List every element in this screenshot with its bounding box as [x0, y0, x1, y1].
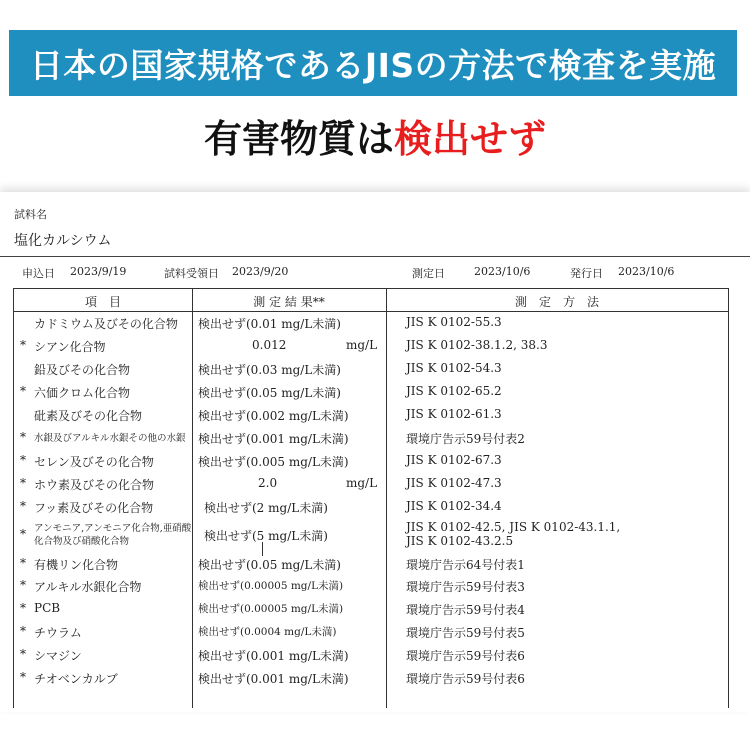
row-item: 砒素及びその化合物	[34, 409, 143, 423]
sample-name: 塩化カルシウム	[14, 233, 112, 249]
row-result: 検出せず(0.01 mg/L未満)	[198, 317, 341, 331]
column-divider	[386, 288, 387, 708]
row-item-line2: 化合物及び硝酸化合物	[34, 536, 130, 547]
banner-title: 日本の国家規格であるJISの方法で検査を実施	[9, 30, 737, 96]
row-method: JIS K 0102-65.2	[406, 384, 502, 398]
header-item: 項 目	[84, 295, 121, 309]
row-result: 検出せず(0.005 mg/L未満)	[198, 455, 349, 469]
issued-date-value: 2023/10/6	[618, 265, 675, 278]
measured-date-label: 測定日	[412, 267, 445, 280]
row-result: 検出せず(2 mg/L未満)	[204, 501, 328, 515]
row-result: 検出せず(0.0004 mg/L未満)	[198, 626, 337, 638]
row-item: シアン化合物	[34, 340, 106, 354]
row-item: セレン及びその化合物	[34, 455, 154, 469]
row-method: JIS K 0102-61.3	[406, 407, 502, 421]
row-result: 検出せず(0.001 mg/L未満)	[198, 672, 349, 686]
row-result: 検出せず(0.002 mg/L未満)	[198, 409, 349, 423]
row-mark: *	[20, 601, 26, 615]
row-mark: *	[20, 527, 26, 541]
row-item: 有機リン化合物	[34, 558, 119, 572]
row-method: 環境庁告示59号付表6	[406, 649, 525, 663]
row-item: チウラム	[34, 626, 82, 640]
row-mark: *	[20, 556, 26, 570]
row-item: フッ素及びその化合物	[34, 501, 154, 515]
application-date-label: 申込日	[22, 267, 55, 280]
row-item: アルキル水銀化合物	[34, 580, 142, 594]
row-method: 環境庁告示59号付表5	[406, 626, 525, 640]
row-mark: *	[20, 647, 26, 661]
headline-prefix: 有害物質は	[203, 117, 394, 161]
measured-date-value: 2023/10/6	[474, 265, 531, 278]
row-method: 環境庁告示59号付表4	[406, 603, 525, 617]
row-item: 鉛及びその化合物	[34, 363, 131, 377]
row-mark: *	[20, 453, 26, 467]
row-method: JIS K 0102-34.4	[406, 499, 502, 513]
results-table	[13, 288, 729, 708]
row-mark: *	[20, 499, 26, 513]
row-result: 検出せず(0.00005 mg/L未満)	[198, 603, 344, 615]
row-result: 検出せず(5 mg/L未満)	[204, 529, 328, 543]
row-item: ホウ素及びその化合物	[34, 478, 155, 492]
sample-label: 試料名	[14, 208, 47, 221]
issued-date-label: 発行日	[570, 267, 603, 280]
header-result: 測 定 結 果**	[253, 295, 325, 309]
table-header	[14, 288, 728, 312]
received-date-value: 2023/9/20	[232, 265, 289, 278]
row-item: シマジン	[34, 649, 82, 663]
row-method: 環境庁告示59号付表2	[406, 432, 525, 446]
row-method: 環境庁告示64号付表1	[406, 558, 525, 572]
row-method: 環境庁告示59号付表6	[406, 672, 525, 686]
row-result: 検出せず(0.05 mg/L未満)	[198, 386, 341, 400]
row-item: カドミウム及びその化合物	[34, 317, 178, 331]
received-date-label: 試料受領日	[164, 267, 219, 280]
row-result: 検出せず(0.05 mg/L未満)	[198, 558, 341, 572]
row-item: 六価クロム化合物	[34, 386, 131, 400]
row-item: アンモニア,アンモニア化合物,亜硝酸	[34, 523, 192, 534]
application-date-value: 2023/9/19	[70, 265, 127, 278]
row-method: 環境庁告示59号付表3	[406, 580, 525, 594]
row-method: JIS K 0102-47.3	[406, 476, 502, 490]
row-item: チオベンカルブ	[34, 672, 118, 686]
row-method: JIS K 0102-54.3	[406, 361, 502, 375]
row-result: 検出せず(0.03 mg/L未満)	[198, 363, 341, 377]
row-item: 水銀及びアルキル水銀その他の水銀	[34, 433, 186, 444]
row-result: 0.012	[252, 338, 287, 352]
row-method: JIS K 0102-38.1.2, 38.3	[406, 338, 548, 352]
row-result: 検出せず(0.00005 mg/L未満)	[198, 580, 344, 592]
row-mark: *	[20, 624, 26, 638]
row-method: JIS K 0102-55.3	[406, 315, 502, 329]
test-report-document	[0, 192, 750, 712]
header-method: 測 定 方 法	[514, 295, 599, 309]
row-mark: *	[20, 430, 26, 444]
table-row	[14, 520, 728, 548]
row-mark: *	[20, 670, 26, 684]
row-method: JIS K 0102-42.5, JIS K 0102-43.1.1,	[406, 520, 621, 534]
row-unit: mg/L	[346, 476, 378, 490]
row-item: PCB	[34, 601, 61, 615]
row-method: JIS K 0102-67.3	[406, 453, 502, 467]
row-unit: mg/L	[346, 338, 378, 352]
dates-row	[0, 256, 750, 279]
headline-emphasis: 検出せず	[394, 117, 547, 161]
column-divider	[192, 288, 193, 708]
row-result: 検出せず(0.001 mg/L未満)	[198, 432, 349, 446]
row-method-line2: JIS K 0102-43.2.5	[406, 534, 514, 548]
row-result: 2.0	[258, 476, 278, 490]
row-mark: *	[20, 476, 26, 490]
row-result: 検出せず(0.001 mg/L未満)	[198, 649, 349, 663]
headline	[0, 108, 750, 163]
row-mark: *	[20, 578, 26, 592]
row-mark: *	[20, 384, 26, 398]
row-mark: *	[20, 338, 26, 352]
